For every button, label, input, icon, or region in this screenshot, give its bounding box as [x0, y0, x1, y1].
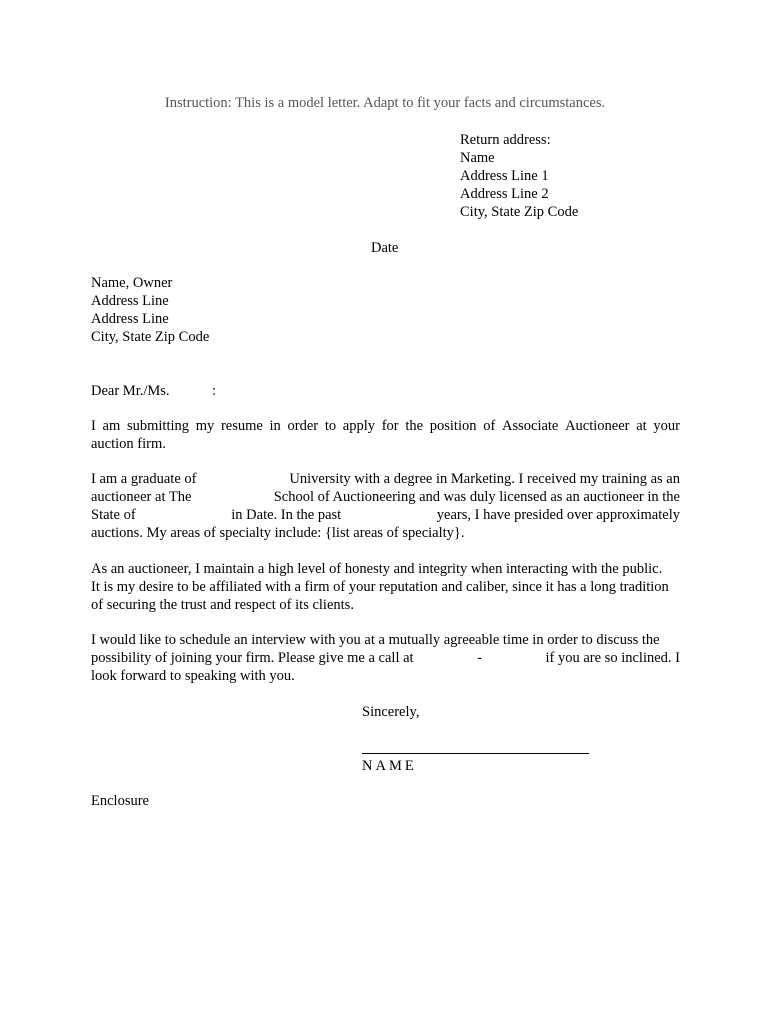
paragraph-background-line-3	[91, 506, 680, 524]
application-word: resume	[220, 418, 263, 434]
paragraph-application-line-1	[91, 417, 680, 435]
application-word: my	[195, 418, 215, 434]
background-line-2-end: School of Auctioneering and was duly licensed as an auctioneer in the	[273, 489, 680, 505]
paragraph-application	[91, 417, 680, 453]
application-word: at	[636, 418, 647, 434]
recipient-address-line-1: Address Line	[91, 293, 169, 309]
salutation-colon: :	[212, 383, 217, 399]
background-line-1-end: University with a degree in Marketing. I received my training as an	[289, 471, 680, 487]
background-line-3-middle: in Date. In the past	[231, 507, 342, 523]
return-address-block	[460, 131, 578, 221]
paragraph-background-line-4: auctions. My areas of specialty include: {list areas of specialty}.	[91, 525, 465, 541]
recipient-city: City, State Zip Code	[91, 329, 210, 345]
paragraph-interview-line-2	[91, 649, 680, 667]
return-address-heading: Return address:	[460, 132, 551, 148]
return-address-name: Name	[460, 150, 495, 166]
recipient-name: Name, Owner	[91, 275, 173, 291]
paragraph-background	[91, 470, 680, 542]
application-word: order	[287, 418, 319, 434]
background-line-2-start: auctioneer at The	[91, 489, 192, 505]
letter-date: Date	[371, 240, 399, 256]
background-line-3-end: years, I have presided over approximately	[436, 507, 680, 523]
application-word: Associate	[502, 418, 559, 434]
paragraph-qualifications-line-2: It is my desire to be affiliated with a firm of your reputation and caliber, since it has a long tradition	[91, 579, 669, 595]
salutation-text: Dear Mr./Ms.	[91, 383, 170, 399]
paragraph-interview-request	[91, 631, 680, 685]
interview-line-2-end: if you are so inclined. I	[545, 650, 680, 666]
application-word: the	[405, 418, 424, 434]
return-address-line-1: Address Line 1	[460, 168, 549, 184]
instruction-note: Instruction: This is a model letter. Adapt to fit your facts and circumstances.	[164, 95, 606, 111]
application-word: am	[102, 418, 121, 434]
recipient-address-line-2: Address Line	[91, 311, 169, 327]
paragraph-qualifications-line-1: As an auctioneer, I maintain a high level of honesty and integrity when interacting with the public.	[91, 561, 663, 577]
application-word: I	[91, 418, 96, 434]
application-word: apply	[342, 418, 376, 434]
application-word: submitting	[126, 418, 190, 434]
closing: Sincerely,	[362, 704, 420, 720]
application-word: your	[653, 418, 680, 434]
return-address-line-2: Address Line 2	[460, 186, 549, 202]
return-address-city: City, State Zip Code	[460, 204, 579, 220]
signature-name: NAME	[362, 758, 417, 774]
signature-line	[362, 753, 589, 754]
application-word: in	[269, 418, 281, 434]
paragraph-interview-line-3: look forward to speaking with you.	[91, 668, 295, 684]
application-word: Auctioneer	[565, 418, 630, 434]
paragraph-background-line-1	[91, 470, 680, 488]
background-line-3-start: State of	[91, 507, 136, 523]
paragraph-application-line-2: auction firm.	[91, 436, 166, 452]
recipient-address-block	[91, 274, 209, 346]
background-line-1-start: I am a graduate of	[91, 471, 197, 487]
application-word: position	[429, 418, 477, 434]
salutation	[91, 382, 217, 400]
paragraph-interview-line-1: I would like to schedule an interview with you at a mutually agreeable time in order to discuss the	[91, 632, 660, 648]
application-word: to	[324, 418, 337, 434]
application-word: for	[381, 418, 399, 434]
paragraph-background-line-2	[91, 488, 680, 506]
application-word: of	[483, 418, 496, 434]
paragraph-qualifications-line-3: of securing the trust and respect of its clients.	[91, 597, 354, 613]
paragraph-qualifications	[91, 560, 680, 614]
interview-line-2-start: possibility of joining your firm. Please give me a call at	[91, 650, 414, 666]
phone-dash: -	[477, 650, 482, 666]
enclosure-note: Enclosure	[91, 793, 149, 809]
